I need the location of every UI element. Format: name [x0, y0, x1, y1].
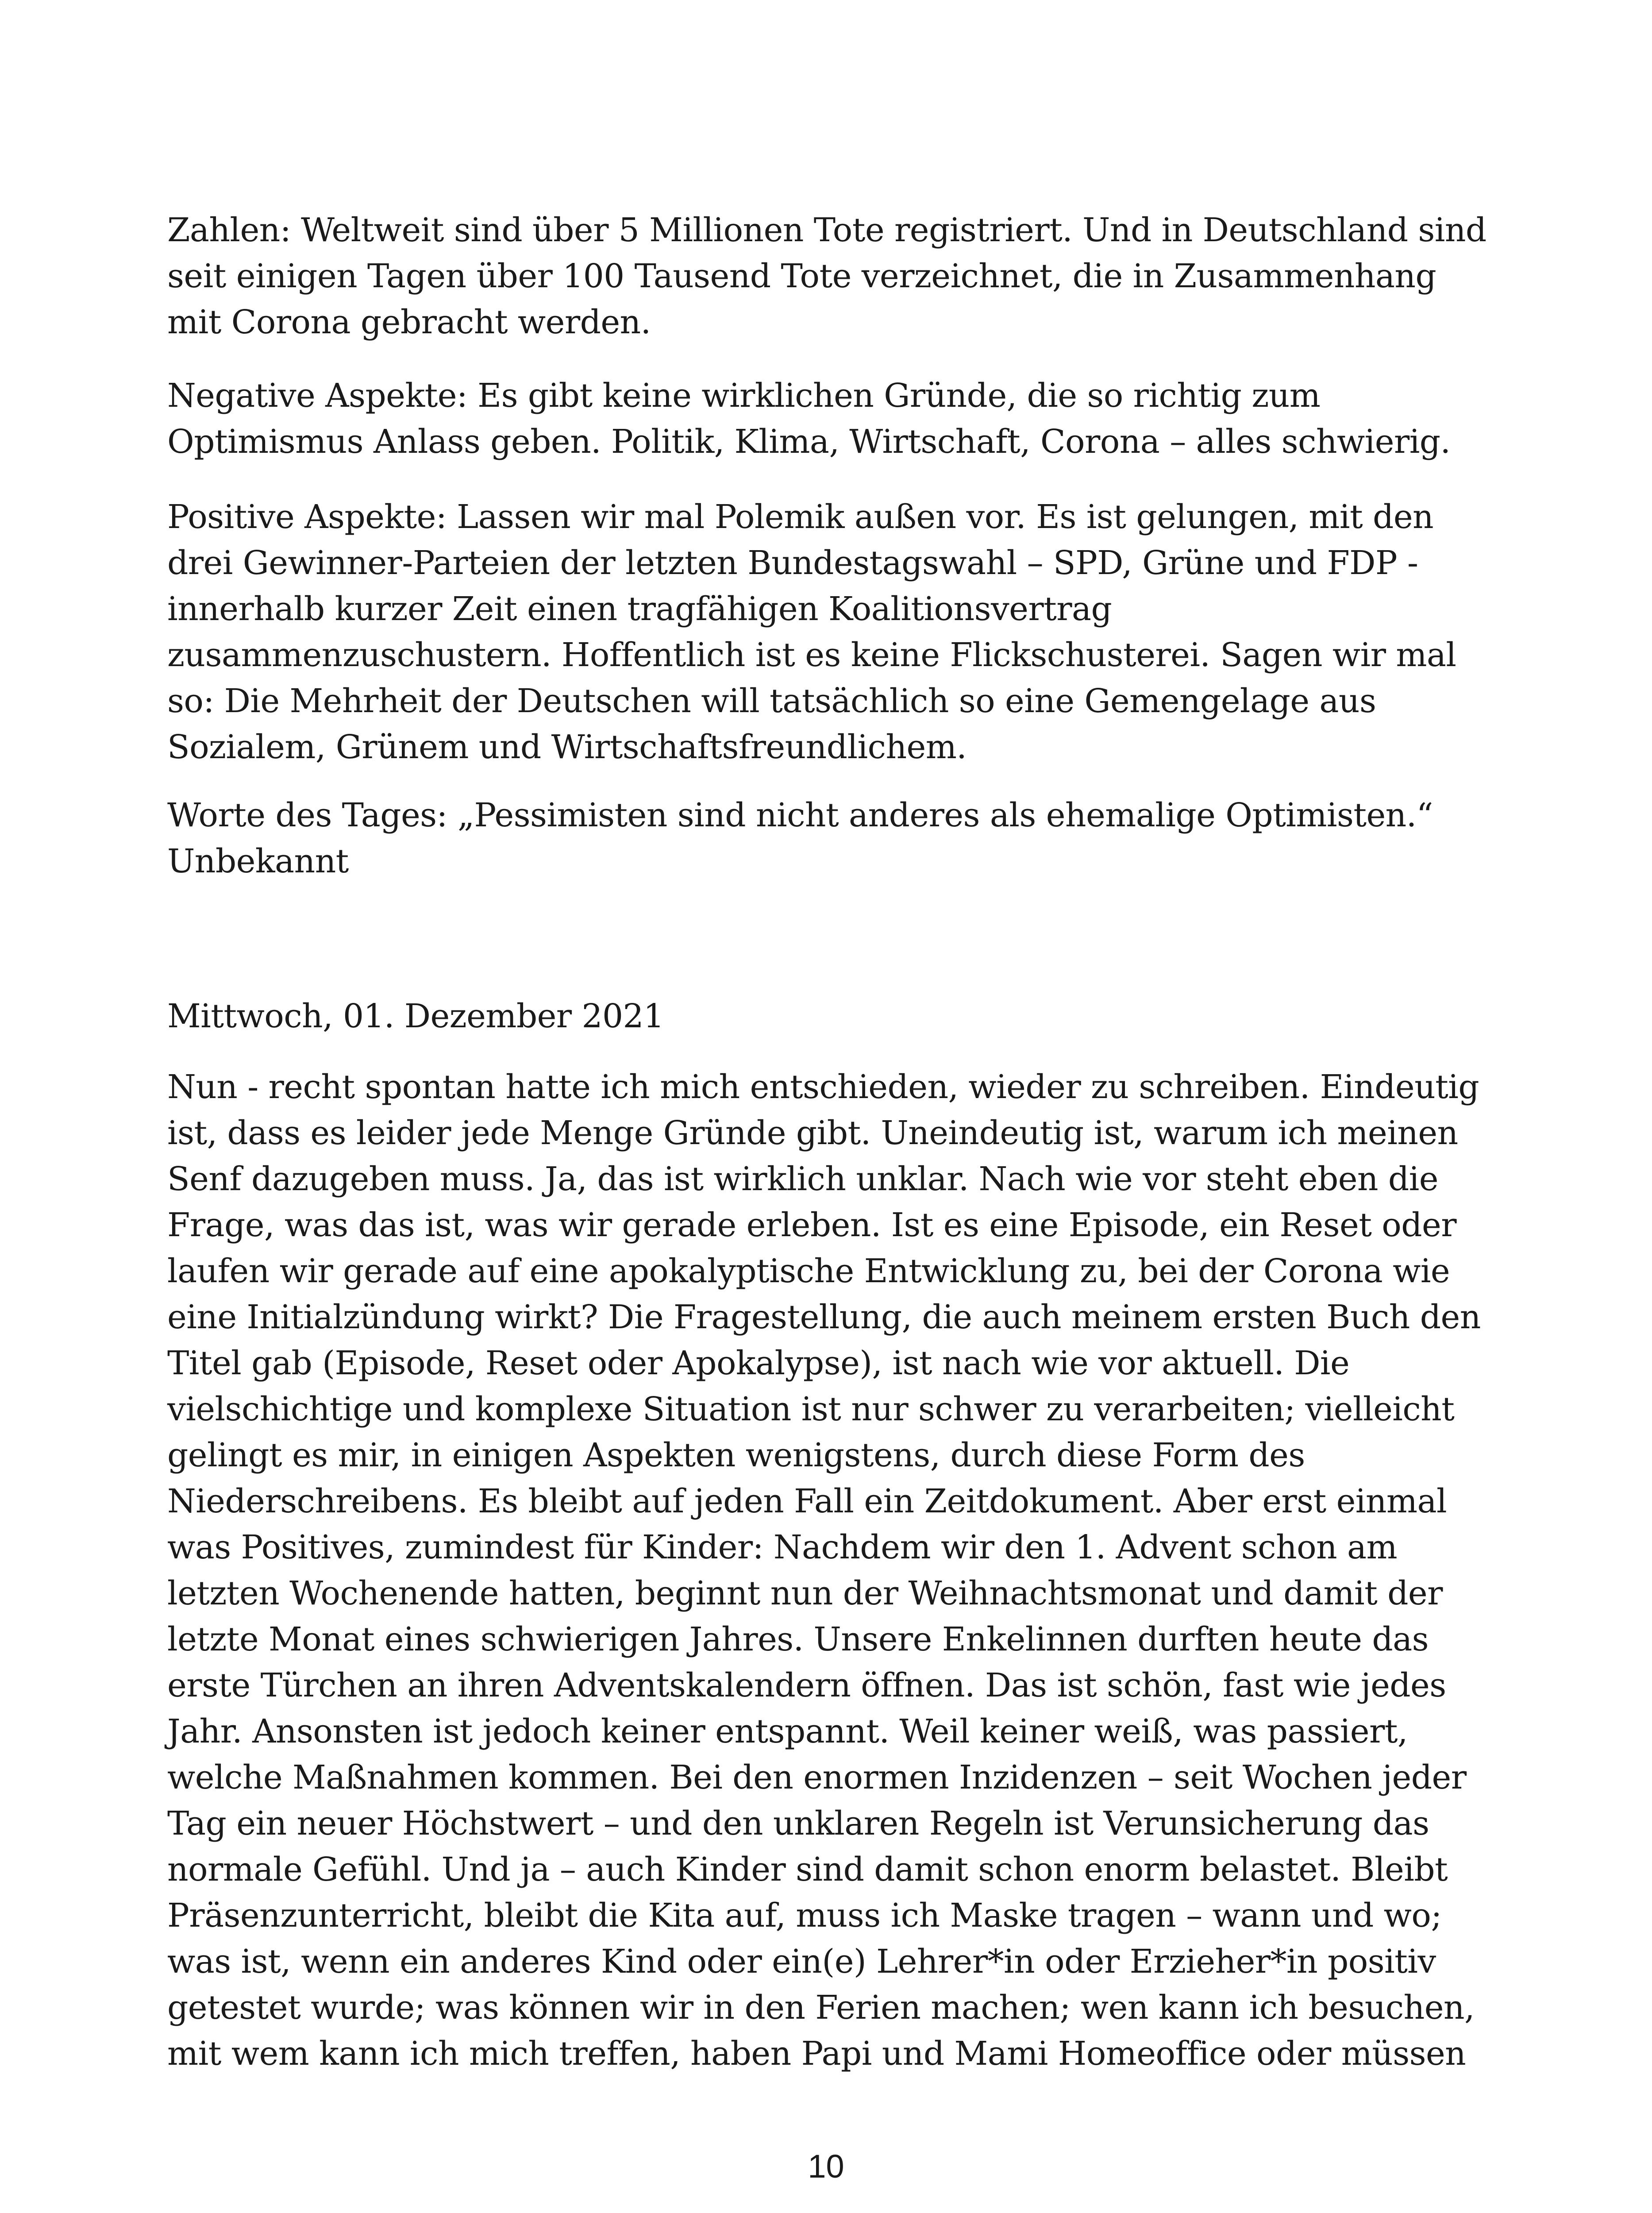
paragraph-text: Es gibt keine wirklichen Gründe, die so richtig zum Optimismus Anlass geben. Politik, Klima, Wirtschaft, Corona – alles schwierig. [167, 377, 1451, 461]
date-heading [167, 993, 1490, 1039]
paragraph-label: Negative Aspekte: [167, 377, 468, 415]
paragraph-label: Positive Aspekte: [167, 498, 447, 536]
paragraph-text: Lassen wir mal Polemik außen vor. Es ist gelungen, mit den drei Gewinner-Parteien der letzten Bundestagswahl – SPD, Grüne und FDP - innerhalb kurzer Zeit einen tragfähigen Koalitionsvertrag zusammenzuschustern. Hoffentlich ist es keine Flickschusterei. Sagen wir mal so: Die Mehrheit der Deutschen will tatsächlich so eine Gemengelage aus Sozialem, Grünem und Wirtschaftsfreundlichem. [167, 498, 1456, 766]
paragraph-label: Worte des Tages: [167, 796, 447, 834]
paragraph-negative-aspekte [167, 373, 1490, 465]
paragraph-text: Weltweit sind über 5 Millionen Tote registriert. Und in Deutschland sind seit einigen Tagen über 100 Tausend Tote verzeichnet, die in Zusammenhang mit Corona gebracht werden. [167, 211, 1486, 341]
page-number: 10 [808, 2148, 844, 2185]
body-text: Nun - recht spontan hatte ich mich entschieden, wieder zu schreiben. Eindeutig ist, dass es leider jede Menge Gründe gibt. Uneindeutig ist, warum ich meinen Senf dazugeben muss. Ja, das ist wirklich unklar. Nach wie vor steht eben die Frage, was das ist, was wir gerade erleben. Ist es eine Episode, ein Reset oder laufen wir gerade auf eine apokalyptische Entwicklung zu, bei der Corona wie eine Initialzündung wirkt? Die Fragestellung, die auch meinem ersten Buch den Titel gab (Episode, Reset oder Apokalypse), ist nach wie vor aktuell. Die vielschichtige und komplexe Situation ist nur schwer zu verarbeiten; vielleicht gelingt es mir, in einigen Aspekten wenigstens, durch diese Form des Niederschreibens. Es bleibt auf jeden Fall ein Zeitdokument. Aber erst einmal was Positives, zumindest für Kinder: Nachdem wir den 1. Advent schon am letzten Wochenende hatten, beginnt nun der Weihnachtsmonat und damit der letzte Monat eines schwierigen Jahres. Unsere Enkelinnen durften heute das erste Türchen an ihren Adventskalendern öffnen. Das ist schön, fast wie jedes Jahr. Ansonsten ist jedoch keiner entspannt. Weil keiner weiß, was passiert, welche Maßnahmen kommen. Bei den enormen Inzidenzen – seit Wochen jeder Tag ein neuer Höchstwert – und den unklaren Regeln ist Verunsicherung das normale Gefühl. Und ja – auch Kinder sind damit schon enorm belastet. Bleibt Präsenzunterricht, bleibt die Kita auf, muss ich Maske tragen – wann und wo; was ist, wenn ein anderes Kind oder ein(e) Lehrer*in oder Erzieher*in positiv getestet wurde; was können wir in den Ferien machen; wen kann ich besuchen, mit wem kann ich mich treffen, haben Papi und Mami Homeoffice oder müssen [167, 1068, 1481, 2073]
paragraph-worte-des-tages [167, 792, 1490, 884]
paragraph-zahlen [167, 207, 1490, 345]
date-heading-text: Mittwoch, 01. Dezember 2021 [167, 997, 664, 1035]
paragraph-text: „Pessimisten sind nicht anderes als ehemalige Optimisten.“ Unbekannt [167, 796, 1433, 880]
paragraph-label: Zahlen: [167, 211, 291, 249]
paragraph-positive-aspekte [167, 494, 1490, 770]
body-paragraph [167, 1064, 1490, 2077]
